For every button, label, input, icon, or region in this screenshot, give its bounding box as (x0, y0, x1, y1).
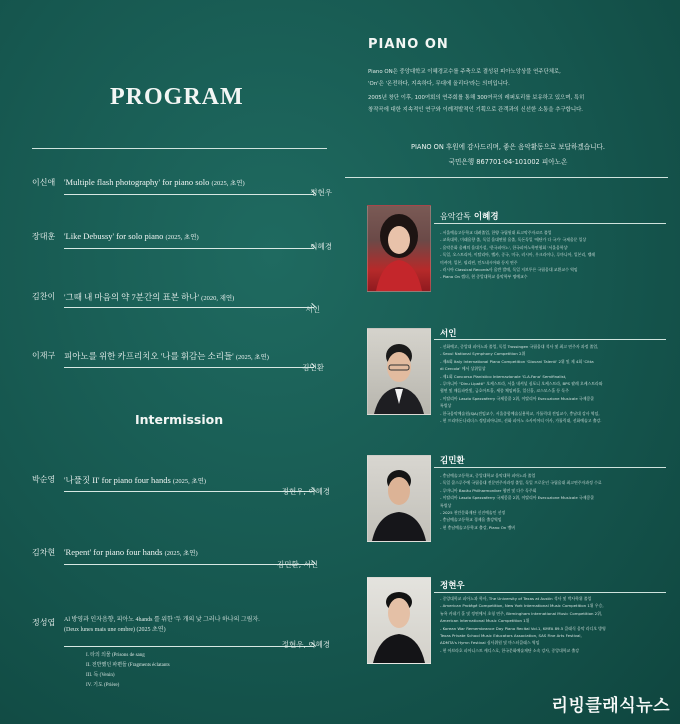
bio-divider (434, 592, 666, 593)
arrow-line (64, 646, 314, 647)
program-title: PROGRAM (110, 84, 244, 110)
performer-name: 정현우 (310, 188, 332, 197)
piano-on-title: PIANO ON (368, 37, 449, 52)
piece-title: 'Repent' for piano four hands (2025, 초연) (64, 547, 198, 557)
composer-name: 김차현 (32, 548, 56, 557)
composer-name: 장대훈 (32, 232, 56, 241)
composer-name: 정성엽 (32, 618, 56, 627)
bio-name: 음악감독 이혜경 (440, 212, 499, 222)
performer-name: 김민환, 서인 (277, 560, 318, 569)
piece-title: 피아노를 위한 카프리치오 '나를 휘감는 소리들' (2025, 초연) (64, 351, 269, 361)
piece-title: Al 방영과 인자음향, 피아노 4hands 를 위한 '두 개의 낯 그러나 하나의 그림자. (Deux lunes mais une ombre) (2025 초연) (64, 617, 260, 633)
piece-title: '나풀짓 II' for piano four hands (2025, 초연) (64, 475, 207, 485)
performer-name: 서인 (305, 305, 320, 314)
movement-item: I. 타의 의물 (Prisons de sang (86, 653, 145, 658)
bio-divider (434, 467, 666, 468)
bio-name: 서인 (440, 329, 457, 339)
intermission-label: Intermission (135, 412, 224, 427)
portrait-photo (367, 577, 431, 664)
program-divider (32, 148, 327, 149)
performer-name: 김민환 (302, 363, 324, 372)
composer-name: 김찬이 (32, 292, 56, 301)
piece-title: 'Multiple flash photography' for piano solo (2025, 초연) (64, 177, 245, 187)
section-divider (345, 177, 668, 178)
performer-name: 정현우, 이혜경 (281, 487, 330, 496)
performer-name: 정현우, 이혜경 (281, 640, 330, 649)
bio-divider (434, 339, 666, 340)
movement-item: III. 독 (Venin) (86, 673, 115, 678)
intro-text: Piano ON은 중앙대학교 이혜경교수를 주축으로 결성된 피아노앙상블 연주단체로, 'On'은 '온전하다, 지속하다, 무대에 올리다'라는 의미입니다. 2005년 창단 이후, 100여회의 연주회를 통해 300여곡의 레퍼토리를 보유하고 있으며, 특히 창작곡에 대한 지속적인 연구와 이례적발적인 기획으로 관객과의 신선한 소통을 추구합니다. (368, 69, 585, 113)
watermark-logo: 리빙클래식뉴스 (551, 696, 670, 716)
piece-title: '그때 내 마음의 약 7분간의 표본 하나' (2020, 재연) (64, 292, 235, 302)
performer-name: 이혜경 (310, 242, 332, 251)
bank-account: 국민은행 867701-04-101002 피아노온 (448, 158, 568, 166)
arrow-line (64, 491, 314, 492)
support-message: PIANO ON 후원에 감사드리며, 좋은 음악활동으로 보답하겠습니다. (411, 143, 605, 151)
movement-item: II. 전반했던 파편들 (Fragments éclatants (86, 663, 170, 668)
arrow-line (64, 307, 314, 308)
composer-name: 이신애 (32, 178, 56, 187)
arrow-line (64, 367, 314, 368)
movement-list (86, 651, 170, 691)
portrait-photo (367, 205, 431, 292)
portrait-photo (367, 455, 431, 542)
arrow-line (64, 248, 314, 249)
bio-text: - 중앙대학교 피아노과 학사, The University of Texas at Austin 석사 및 박사학위 졸업 - American Protégé Competition, New York International Music Competition 1위 우승, 뉴욕 카네기 홀 및 정연에서 초청 연주, Birmingham International Music Competition 2위, American International Music Competition 1위 - Korean War Remembrance Day Piano Recital Vol.1, KMFA 89.5 클래식 음악 라디오 방영 Texas Private School Music Educators Association, SAS Fine Arts Festival, ADMTA's Hymn Festival 심사위원 및 마스터클래스 역임 - 현 아브라호 피아니스트 캐디스호, 한국문화예술재단 소속 강사, 중앙대학교 출강 (440, 596, 606, 653)
bio-name: 김민환 (440, 456, 465, 466)
piece-title: 'Like Debussy' for solo piano (2025, 초연) (64, 231, 199, 241)
bio-divider (434, 223, 666, 224)
bio-text: - 충남예술고등학교, 중앙대학교 음악대학 피아노과 졸업 - 독일 쿨스루주에 국립음대 전문연주자과정 졸업, 독일 프로운넌 국립음대 최고연주자과정 수료 - 루마니아 Bacău Philharmoniker 협연 및 다수 독주회 - 이탈리아 Laszlo Spezzaferry 국제콩쿨 2위, 이탈리아 Esecuzione Musicale 국제콩쿨 특별상 - 2025 천안문화재단 신진예술인 선정 - 충남예술고등학교 경제음 출강역임 - 현 충남예술고등학교 출강, Piano On 멤버 (440, 473, 602, 530)
bio-text: - 선화예고, 중앙대 피아노과 졸업, 독일 Trossingen 국립음대 석사 및 최고 연주자 과정 졸업, - Seoul National Symphony Competition 2위 - 제8회 Italy International Piano Competition 'Giovani Talenti' 2위 및 제 4회 'Citta di Cercola' 에서 상위입상 - 제1회 Concorso Pianistico Internazionale 'G.A.Fano' Semifinalist, - 루마니아 "Dinu Lipatti" 오케스트라, 서울 내셔널 심포니 오케스트라, BPS 팔레 오케스트라와 협연 및 매듭파란빛, 금호아트홀, 세종 체임버홀, 일신홀, 코스모스홀 등 독주 - 이탈리아 Laszlo Spezzaferry 국제콩쿨 2위, 이탈리아 Esecuzione Musicale 국제콩쿨 특별상 - 한국음악예술원(SJA)전임교수, 서울종합예술실용학교, 가톨릭대 전임교수, 충남대 강사 역임, - 현 프리마돈나리더스 정담피아니트, 선화 피아노 소사이어티 이사, 가톨릭대, 선화예술고 출강. (440, 344, 603, 424)
bio-text: - 서울예술고등학교 대려졸업, 한양 국립원대 표고악주자코르 졸업 - 교육대학, 미래음향 졸, 독일 음대연합 음졸, 독돈독일 '에단가 다 국가' 국제음문 입상 - 음악문화 음배의 음대가설, '한국피아노', 한국피아노학연협회 '서울음학상' - 독일, 오스트리아, 이탈리아, 벨카, 중국, 미국, 러시아, 우크라이나, 루마니아, 일본리, 벨레 미셔야, 일본, 필리핀, 인도네시아와 등지 연주 - 러시아 Classical Records사 음반 발매, 독일 저브투른 국립음대 교환교수 역임 - Piano On 렙더, 현 중앙대학교 음악학부 명예교수 (440, 230, 596, 280)
composer-name: 이재구 (32, 351, 56, 360)
arrow-line (64, 194, 314, 195)
portrait-photo (367, 328, 431, 415)
movement-item: IV. 기도 (Prière) (86, 683, 120, 688)
bio-name: 정현우 (440, 581, 465, 591)
composer-name: 박순영 (32, 475, 56, 484)
